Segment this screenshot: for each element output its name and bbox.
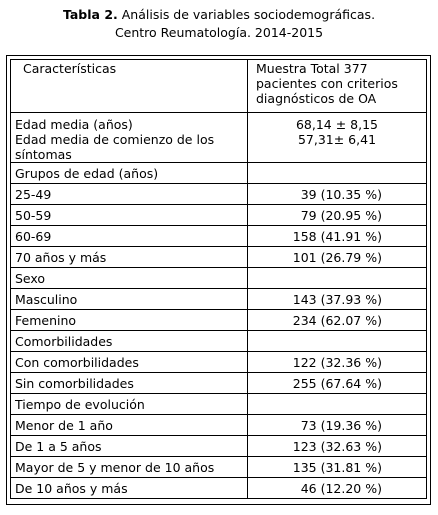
table-row — [10, 373, 427, 394]
table-row — [10, 331, 427, 352]
table-row — [10, 310, 427, 331]
caption-line-2: Centro Reumatología. 2014-2015 — [114, 25, 324, 40]
row-label: Mayor de 5 y menor de 10 años — [10, 457, 248, 478]
row-label: Sexo — [10, 268, 248, 289]
table-row — [10, 205, 427, 226]
mean-age-label: Edad media (años) — [15, 117, 133, 132]
table-header-row — [10, 59, 427, 113]
row-label: Grupos de edad (años) — [10, 163, 248, 184]
row-value: 143 (37.93 %) — [248, 289, 427, 310]
row-label: Femenino — [10, 310, 248, 331]
header-characteristics: Características — [10, 59, 248, 113]
row-label: De 1 a 5 años — [10, 436, 248, 457]
row-value: 158 (41.91 %) — [248, 226, 427, 247]
row-label: 60-69 — [10, 226, 248, 247]
row-label: 25-49 — [10, 184, 248, 205]
row-label: Masculino — [10, 289, 248, 310]
table-caption — [0, 6, 438, 42]
table-row — [10, 415, 427, 436]
header-total-sample: Muestra Total 377 pacientes con criterios diagnósticos de OA — [248, 59, 427, 113]
table-row — [10, 289, 427, 310]
row-label: Comorbilidades — [10, 331, 248, 352]
caption-table-number: Tabla 2. — [62, 7, 118, 22]
table-row — [10, 457, 427, 478]
row-value — [248, 331, 427, 352]
age-means-labels — [10, 113, 248, 163]
row-value: 79 (20.95 %) — [248, 205, 427, 226]
row-value: 234 (62.07 %) — [248, 310, 427, 331]
caption-line-1 — [0, 6, 438, 24]
sociodemographic-table — [10, 59, 427, 499]
row-label: Tiempo de evolución — [10, 394, 248, 415]
mean-age-value: 68,14 ± 8,15 — [295, 117, 379, 132]
table-row — [10, 394, 427, 415]
table-row — [10, 184, 427, 205]
table-row — [10, 247, 427, 268]
row-value: 73 (19.36 %) — [248, 415, 427, 436]
table-row — [10, 436, 427, 457]
row-value: 101 (26.79 %) — [248, 247, 427, 268]
row-label: Sin comorbilidades — [10, 373, 248, 394]
mean-onset-age-label: Edad media de comienzo de los síntomas — [15, 132, 215, 162]
row-label: 50-59 — [10, 205, 248, 226]
table-frame — [6, 55, 431, 505]
row-value: 135 (31.81 %) — [248, 457, 427, 478]
row-label: Menor de 1 año — [10, 415, 248, 436]
table-row-age-means — [10, 113, 427, 163]
row-value: 122 (32.36 %) — [248, 352, 427, 373]
row-label: 70 años y más — [10, 247, 248, 268]
table-row — [10, 226, 427, 247]
age-means-values — [248, 113, 427, 163]
row-label: De 10 años y más — [10, 478, 248, 499]
row-value — [248, 394, 427, 415]
row-value: 255 (67.64 %) — [248, 373, 427, 394]
row-value: 46 (12.20 %) — [248, 478, 427, 499]
row-label: Con comorbilidades — [10, 352, 248, 373]
table-row — [10, 352, 427, 373]
mean-onset-age-value: 57,31± 6,41 — [297, 132, 377, 147]
caption-title: Análisis de variables sociodemográficas. — [117, 7, 376, 22]
row-value: 39 (10.35 %) — [248, 184, 427, 205]
table-row — [10, 478, 427, 499]
row-value — [248, 163, 427, 184]
row-value: 123 (32.63 %) — [248, 436, 427, 457]
table-row — [10, 163, 427, 184]
table-row — [10, 268, 427, 289]
row-value — [248, 268, 427, 289]
